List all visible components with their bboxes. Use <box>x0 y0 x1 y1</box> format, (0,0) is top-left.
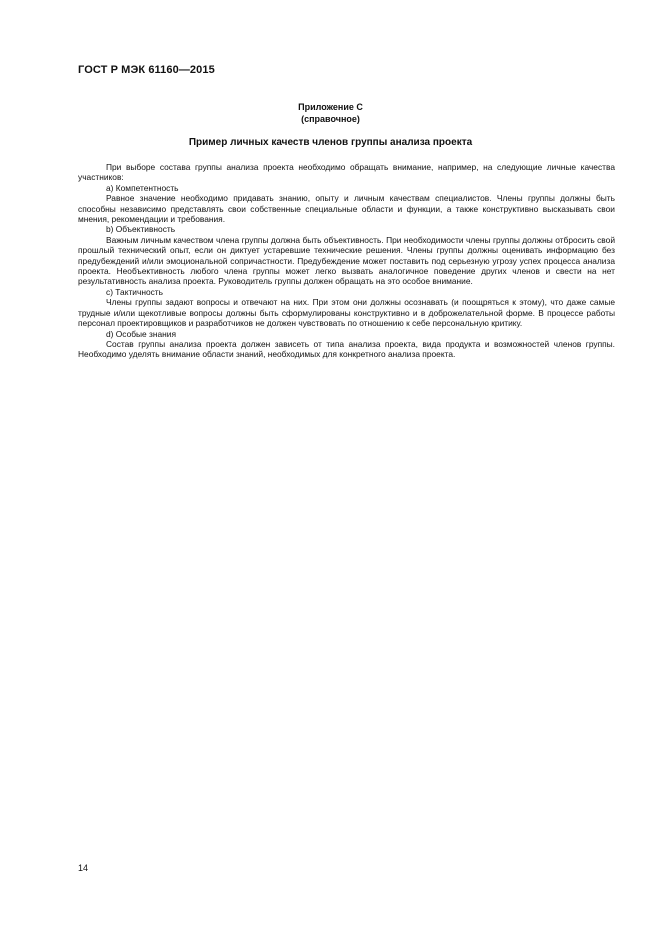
page-number: 14 <box>78 863 89 873</box>
paragraph-competence: Равное значение необходимо придавать знанию, опыту и личным качествам специалистов. Члены группы должны быть способны независимо представлять свои собственные специальные области и функции, а также конструктивно высказывать свои мнения, рекомендации и требования. <box>78 193 615 225</box>
annex-title: Приложение С <box>298 102 363 112</box>
paragraph-special-knowledge: Состав группы анализа проекта должен зависеть от типа анализа проекта, вида продукта и возможностей членов группы. Необходимо уделять внимание области знаний, необходимых для конкретного анализа проекта. <box>78 338 615 360</box>
paragraph-tact: Члены группы задают вопросы и отвечают на них. При этом они должны осознавать (и поощряться к этому), что даже самые трудные и/или щекотливые вопросы должны быть сформулированы конструктивно и в доброжелательной форме. В процессе работы персонал проектировщиков и разработчиков не должен чувствовать по отношению к себе персональную критику. <box>78 297 615 329</box>
section-title: Пример личных качеств членов группы анализа проекта <box>188 137 473 148</box>
document-body <box>78 162 615 360</box>
item-heading-competence: a) Компетентность <box>106 182 179 193</box>
annex-type: (справочное) <box>301 114 360 124</box>
item-heading-objectivity: b) Объективность <box>106 224 176 235</box>
annex-heading <box>0 101 661 125</box>
intro-paragraph: При выборе состава группы анализа проекта необходимо обращать внимание, например, на следующие личные качества участников: <box>78 162 615 183</box>
paragraph-objectivity: Важным личным качеством члена группы должна быть объективность. При необходимости члены группы должны отбросить свой прошлый технический опыт, если он диктует устаревшие технические решения. Члены группы должны оценивать информацию без предубеждений и/или эмоциональной сопричастности. Предубеждение может поставить под серьезную угрозу успех процесса анализа проекта. Необъективность любого члена группы может легко вызвать аналогичное поведение других членов и свести на нет результативность анализа проекта. Руководитель группы должен обращать на это особое внимание. <box>78 234 615 287</box>
item-heading-tact: c) Тактичность <box>106 286 164 297</box>
document-header: ГОСТ Р МЭК 61160—2015 <box>78 64 215 76</box>
item-heading-special-knowledge: d) Особые знания <box>106 328 176 339</box>
